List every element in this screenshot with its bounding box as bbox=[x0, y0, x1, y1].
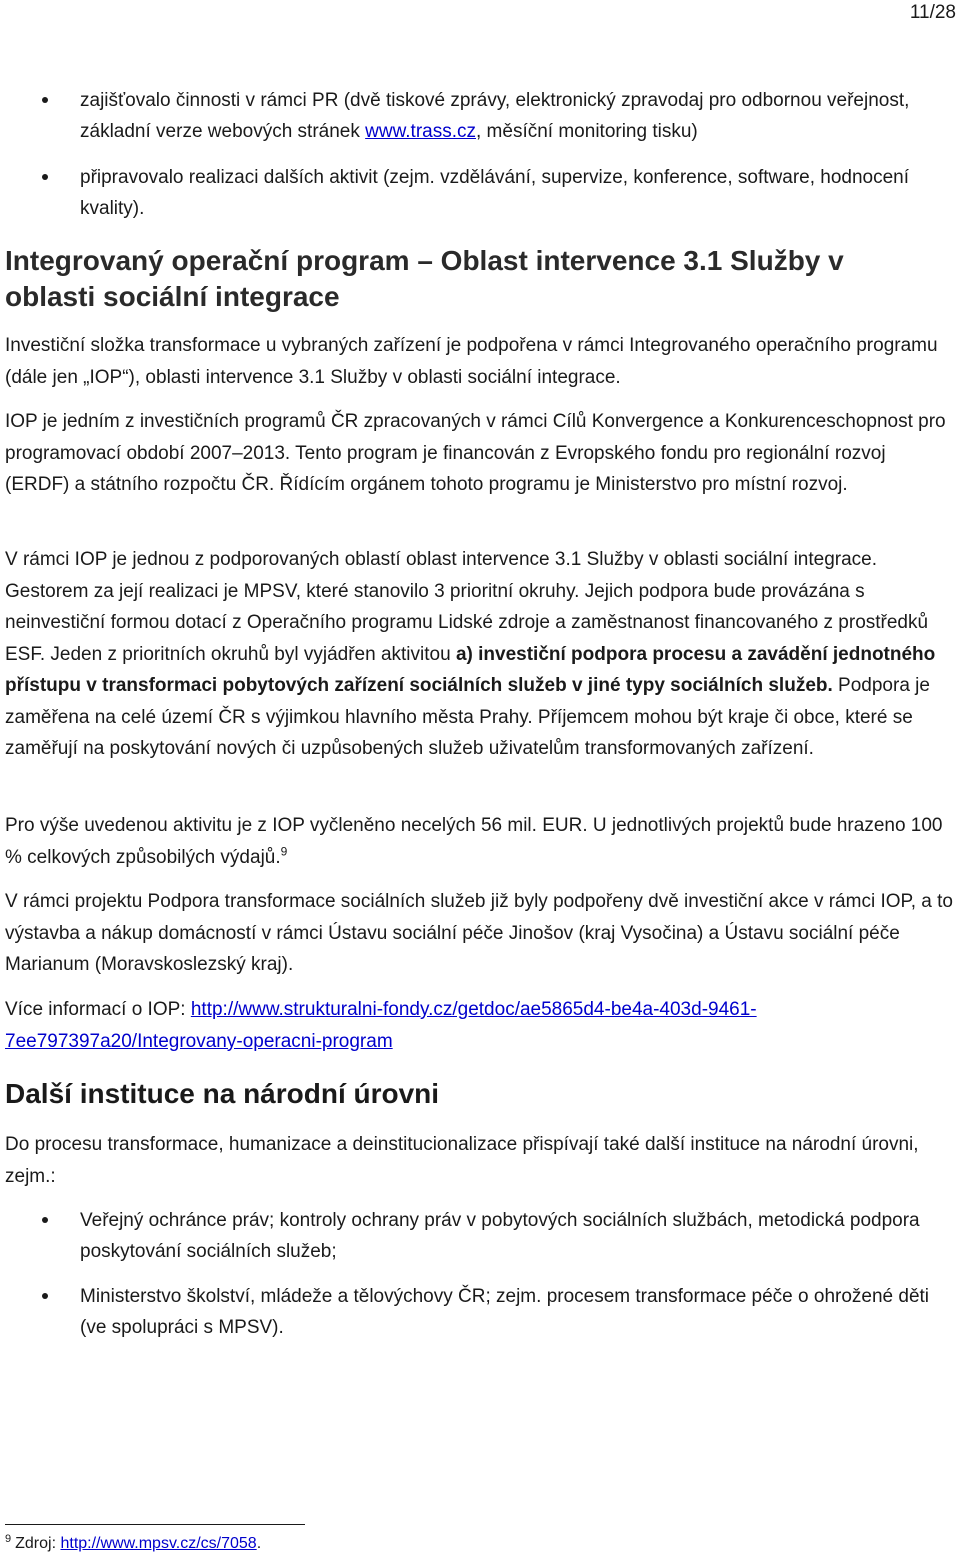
bullet-list-bottom bbox=[0, 1205, 960, 1343]
list-item bbox=[0, 1205, 960, 1267]
paragraph bbox=[5, 810, 955, 873]
paragraph: IOP je jedním z investičních programů ČR zpracovaných v rámci Cílů Konvergence a Konkurenceschopnost pro programovací období 2007–2013. Tento program je financován z Evropského fondu pro regionální rozvoj (ERDF) a státního rozpočtu ČR. Řídícím orgánem tohoto programu je Ministerstvo pro místní rozvoj. bbox=[5, 411, 946, 495]
bullet-list-top bbox=[0, 85, 960, 224]
paragraph-text: Více informací o IOP: bbox=[5, 999, 191, 1020]
paragraph-text: Pro výše uvedenou aktivitu je z IOP vyčleněno necelých 56 mil. EUR. U jednotlivých projektů bude hrazeno 100 % celkových způsobilých výdajů. bbox=[5, 815, 943, 868]
page-number: 11/28 bbox=[909, 2, 956, 23]
paragraph-bold-text: a) investiční podpora procesu a zavádění jednotného přístupu v transformaci pobytových zařízení sociálních služeb v jiné typy sociálních služeb. bbox=[5, 643, 936, 696]
section-heading-national: Další instituce na národní úrovni bbox=[5, 1078, 440, 1109]
paragraph: V rámci projektu Podpora transformace sociálních služeb již byly podpořeny dvě investiční akce v rámci IOP, a to výstavba a nákup domácností v rámci Ústavu sociální péče Jinošov (kraj Vysočina) a Ústavu sociální péče Marianum (Moravskoslezský kraj). bbox=[5, 891, 953, 975]
section-heading-iop: Integrovaný operační program – Oblast intervence 3.1 Služby v oblasti sociální integrace bbox=[5, 245, 844, 312]
bullet-icon bbox=[42, 174, 48, 180]
paragraph bbox=[5, 994, 955, 1057]
list-item bbox=[0, 1281, 960, 1343]
bullet-icon bbox=[42, 1217, 48, 1223]
footnote-reference[interactable]: 9 bbox=[280, 844, 288, 859]
trass-link[interactable]: www.trass.cz bbox=[365, 121, 476, 142]
list-item-text: zajišťovalo činnosti v rámci PR (dvě tiskové zprávy, elektronický zpravodaj pro odbornou veřejnost, základní verze webových stránek bbox=[80, 90, 910, 142]
paragraph: Investiční složka transformace u vybraných zařízení je podpořena v rámci Integrovaného operačního programu (dále jen „IOP“), oblasti intervence 3.1 Služby v oblasti sociální integrace. bbox=[5, 335, 938, 388]
paragraph-text: V rámci IOP je jednou z podporovaných oblastí oblast intervence 3.1 Služby v oblasti sociální integrace. Gestorem za její realizaci je MPSV, které stanovilo 3 prioritní okruhy. Jejich podpora bude provázána s neinvestiční formou dotací z Operačního programu Lidské zdroje a zaměstnanost financovaného z prostředků ESF. Jeden z prioritních okruhů byl vyjádřen aktivitou bbox=[5, 549, 929, 665]
paragraph: Do procesu transformace, humanizace a deinstitucionalizace přispívají také další instituce na národní úrovni, zejm.: bbox=[5, 1134, 919, 1187]
list-item-text: , měsíční monitoring tisku) bbox=[476, 121, 698, 142]
footnote-number: 9 bbox=[5, 1532, 12, 1545]
list-item-text: Veřejný ochránce práv; kontroly ochrany práv v pobytových sociálních službách, metodická podpora poskytování sociálních služeb; bbox=[80, 1210, 920, 1262]
paragraph-text: Podpora je zaměřena na celé území ČR s výjimkou hlavního města Prahy. Příjemcem mohou být kraje či obce, které se zaměřují na poskytování nových či uzpůsobených služeb uživatelům transformovaných zařízení. bbox=[5, 675, 930, 759]
footnote-divider bbox=[5, 1524, 305, 1525]
bullet-icon bbox=[42, 1293, 48, 1299]
list-item bbox=[0, 85, 960, 147]
bullet-icon bbox=[42, 97, 48, 103]
list-item-text: připravovalo realizaci dalších aktivit (zejm. vzdělávání, supervize, konference, software, hodnocení kvality). bbox=[80, 167, 910, 219]
footnote bbox=[5, 1533, 261, 1555]
list-item-text: Ministerstvo školství, mládeže a tělovýchovy ČR; zejm. procesem transformace péče o ohrožené děti (ve spolupráci s MPSV). bbox=[80, 1286, 930, 1338]
list-item bbox=[0, 162, 960, 224]
mpsv-link[interactable]: http://www.mpsv.cz/cs/7058 bbox=[60, 1535, 257, 1552]
paragraph bbox=[5, 544, 955, 765]
footnote-label: Zdroj: bbox=[15, 1535, 61, 1552]
footnote-end: . bbox=[256, 1535, 262, 1552]
iop-link[interactable]: http://www.strukturalni-fondy.cz/getdoc/ae5865d4-be4a-403d-9461-7ee797397a20/Integrovany-operacni-program bbox=[5, 999, 757, 1052]
